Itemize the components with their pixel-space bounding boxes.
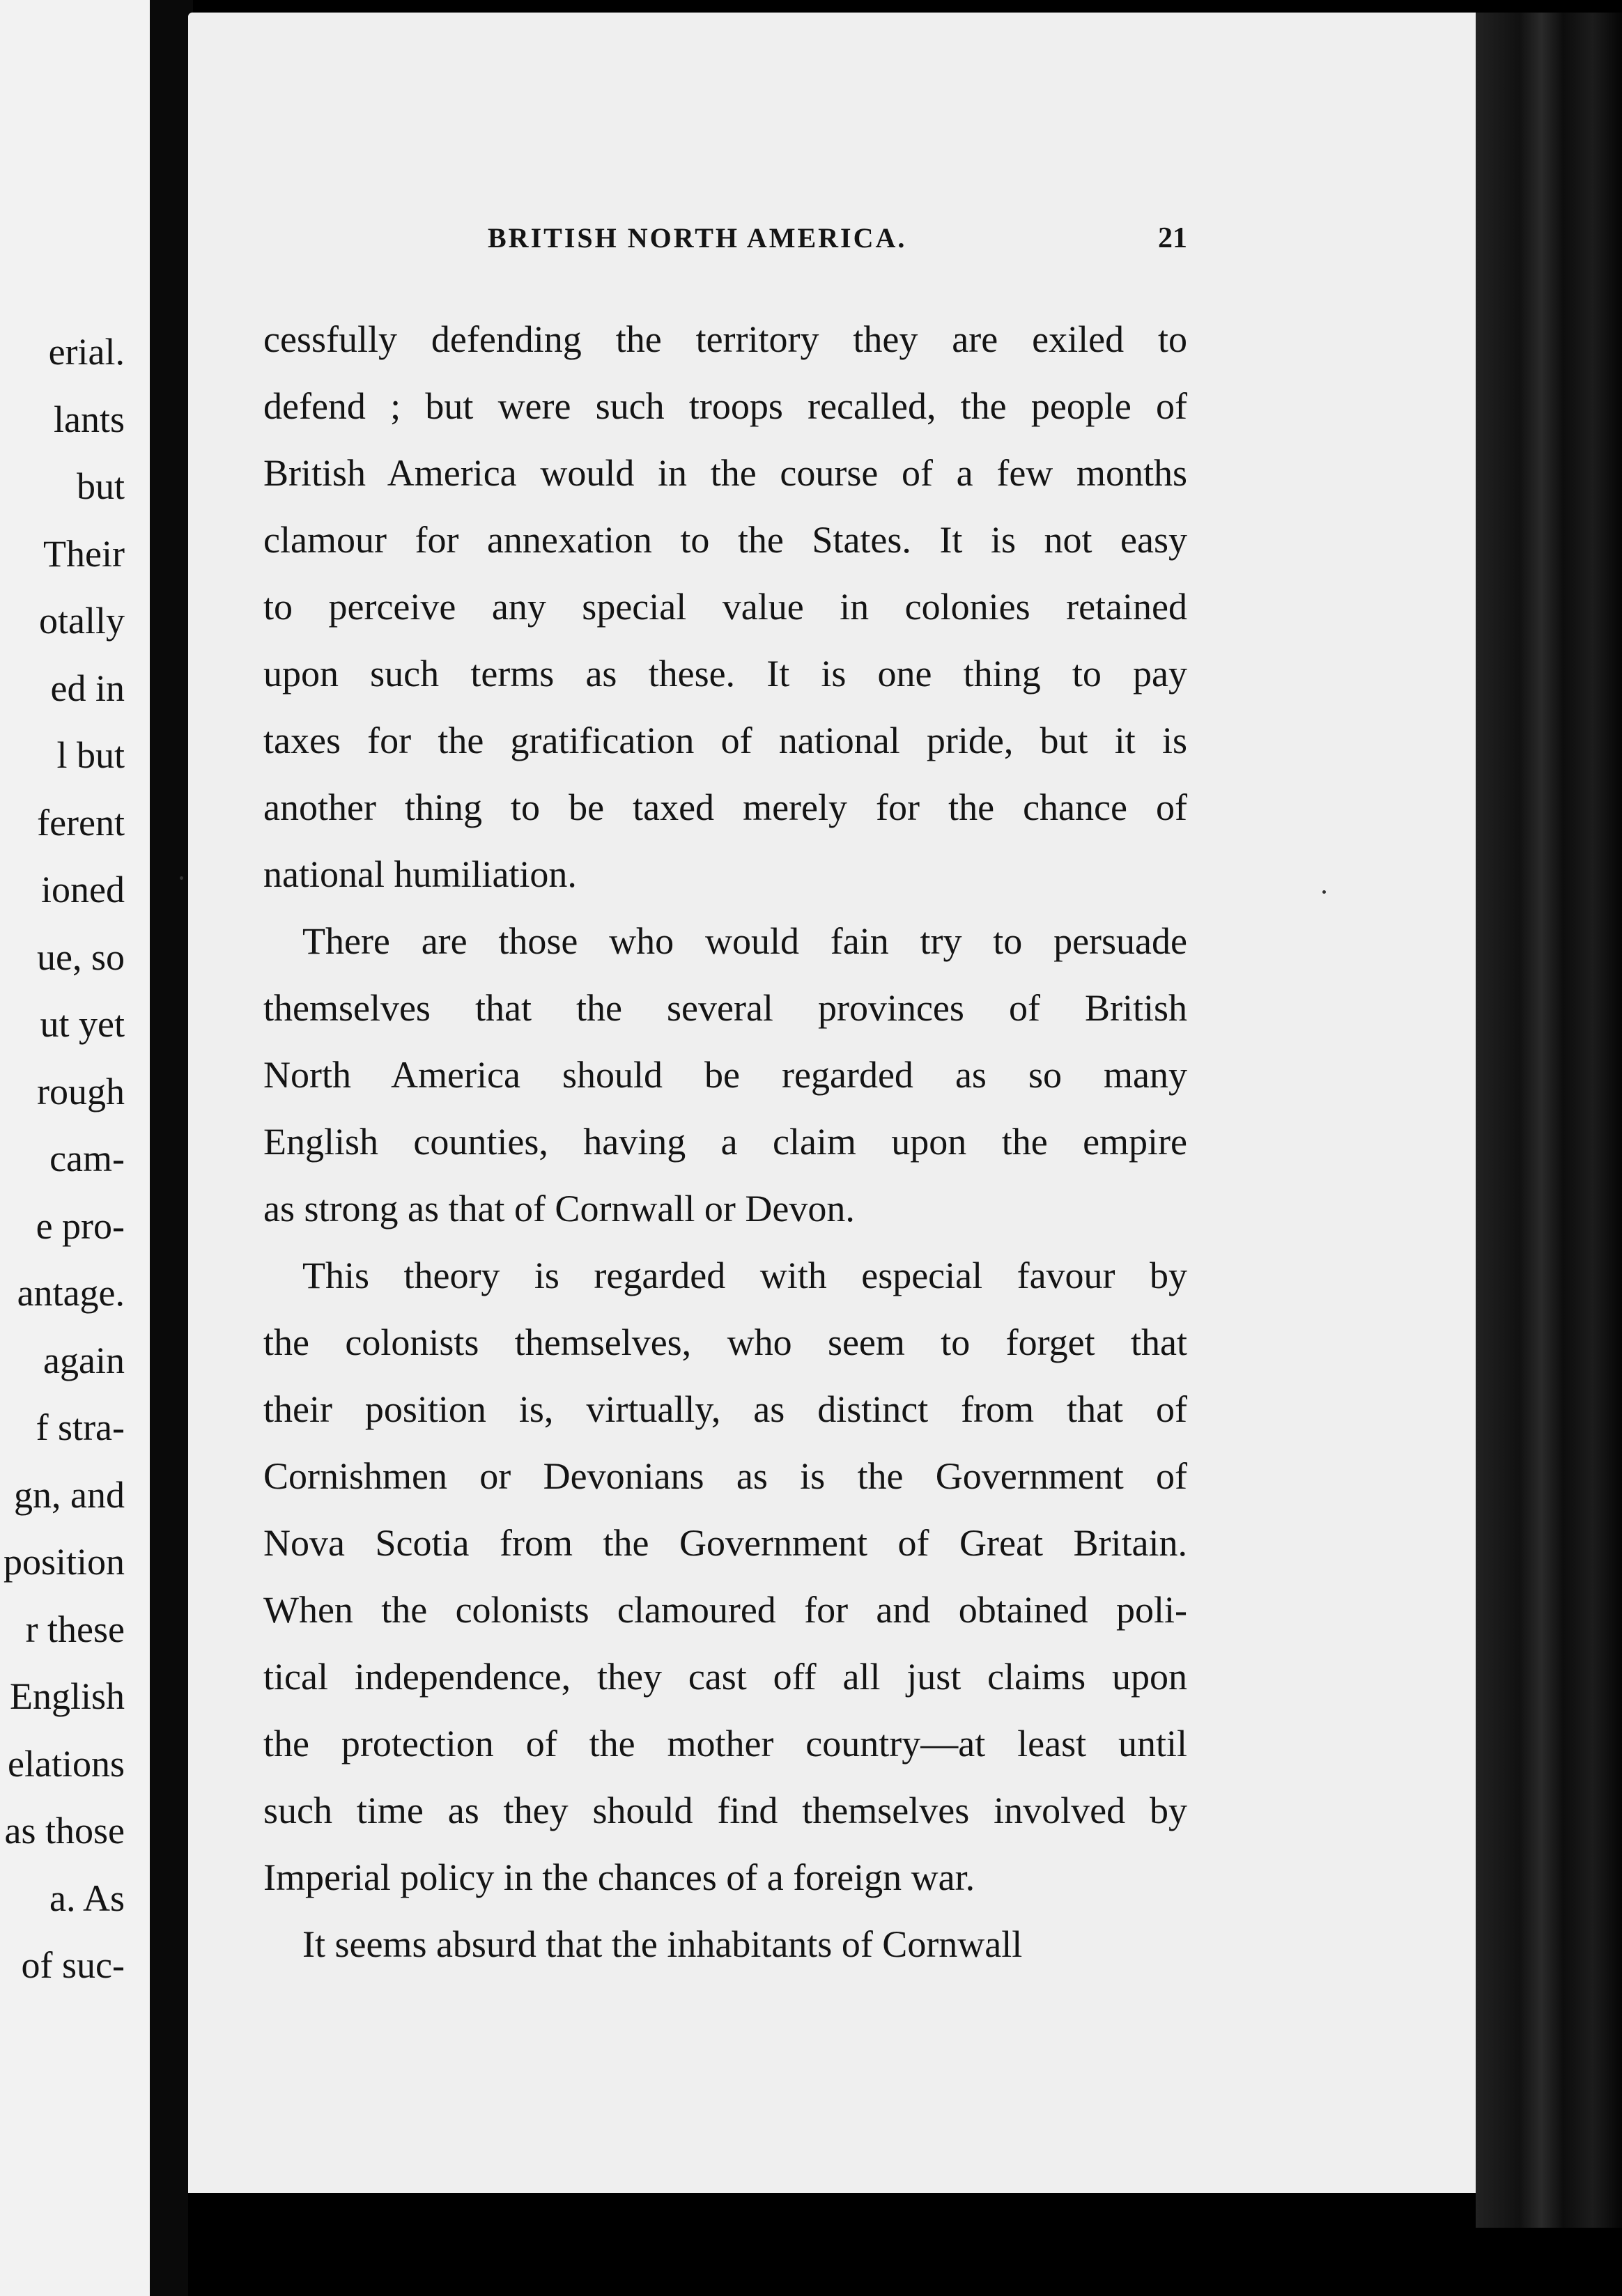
text-line: It seems absurd that the inhabitants of Cornwall [302, 1923, 1023, 1965]
text-line: Imperial policy in the chances of a foreign war. [263, 1856, 975, 1898]
running-title: BRITISH NORTH AMERICA. [488, 222, 907, 254]
left-page-line: l but [56, 734, 125, 776]
text-line: themselves that the several provinces of British [263, 987, 1187, 1029]
text-line: to perceive any special value in colonies retained [263, 586, 1187, 628]
bottom-shadow [188, 2193, 1476, 2296]
text-line: North America should be regarded as so many [263, 1054, 1187, 1096]
body-text [263, 315, 1187, 1987]
text-line: There are those who would fain try to persuade [302, 920, 1187, 962]
print-speck [180, 876, 183, 880]
left-page-line: rough [37, 1070, 125, 1112]
left-page-line: r these [25, 1608, 125, 1650]
left-page-line: ferent [37, 801, 125, 844]
paragraph [263, 315, 1187, 917]
page-edges [1476, 13, 1622, 2228]
left-page-line: ioned [41, 869, 125, 910]
left-page-line: position [3, 1541, 125, 1583]
text-line: as strong as that of Cornwall or Devon. [263, 1188, 855, 1230]
text-line: the colonists themselves, who seem to forget that [263, 1321, 1187, 1363]
text-line: British America would in the course of a few months [263, 452, 1187, 494]
left-page-line: ed in [50, 667, 125, 709]
left-page-line: Their [43, 532, 125, 575]
text-line: upon such terms as these. It is one thing to pay [263, 653, 1187, 695]
print-speck [1322, 890, 1326, 894]
paragraph [263, 1920, 1187, 1987]
left-page-line: again [43, 1339, 125, 1381]
text-line: When the colonists clamoured for and obtained poli- [263, 1589, 1187, 1631]
left-page-line: ut yet [40, 1003, 125, 1045]
text-line: defend ; but were such troops recalled, the people of [263, 385, 1187, 427]
text-line: Nova Scotia from the Government of Great Britain. [263, 1522, 1187, 1564]
left-page-line: gn, and [14, 1473, 125, 1516]
left-page-line: elations [8, 1742, 125, 1785]
left-page-line: lants [54, 398, 125, 440]
running-header [263, 222, 1187, 263]
left-page-line: ue, so [37, 936, 125, 978]
text-line: tical independence, they cast off all just claims upon [263, 1656, 1187, 1698]
text-line: such time as they should find themselves involved by [263, 1790, 1187, 1831]
left-page-line: e pro- [36, 1204, 125, 1247]
paragraph [263, 917, 1187, 1251]
text-line: This theory is regarded with especial favour by [302, 1255, 1187, 1296]
left-page-line: of suc- [21, 1944, 125, 1986]
text-line: English counties, having a claim upon the empire [263, 1121, 1187, 1163]
left-facing-page [0, 0, 150, 2296]
left-page-line: but [76, 465, 125, 507]
page-number: 21 [1158, 222, 1187, 254]
text-line: their position is, virtually, as distinct from that of [263, 1388, 1187, 1430]
paragraph [263, 1251, 1187, 1920]
text-line: taxes for the gratification of national pride, but it is [263, 720, 1187, 761]
text-line: national humiliation. [263, 853, 577, 895]
text-line: Cornishmen or Devonians as is the Government of [263, 1455, 1187, 1497]
book-gutter [150, 0, 193, 2296]
left-page-line: antage. [17, 1272, 125, 1314]
left-page-line: erial. [48, 331, 125, 373]
left-page-line: as those [4, 1810, 125, 1852]
left-page-line: a. As [49, 1877, 125, 1919]
text-line: cessfully defending the territory they are exiled to [263, 318, 1187, 360]
left-page-line: otally [39, 600, 125, 642]
text-line: another thing to be taxed merely for the chance of [263, 786, 1187, 828]
left-page-line: English [9, 1675, 125, 1717]
left-page-line: cam- [49, 1138, 125, 1179]
left-page-line: f stra- [36, 1406, 125, 1448]
text-line: clamour for annexation to the States. It is not easy [263, 519, 1187, 561]
text-line: the protection of the mother country—at least until [263, 1723, 1187, 1764]
